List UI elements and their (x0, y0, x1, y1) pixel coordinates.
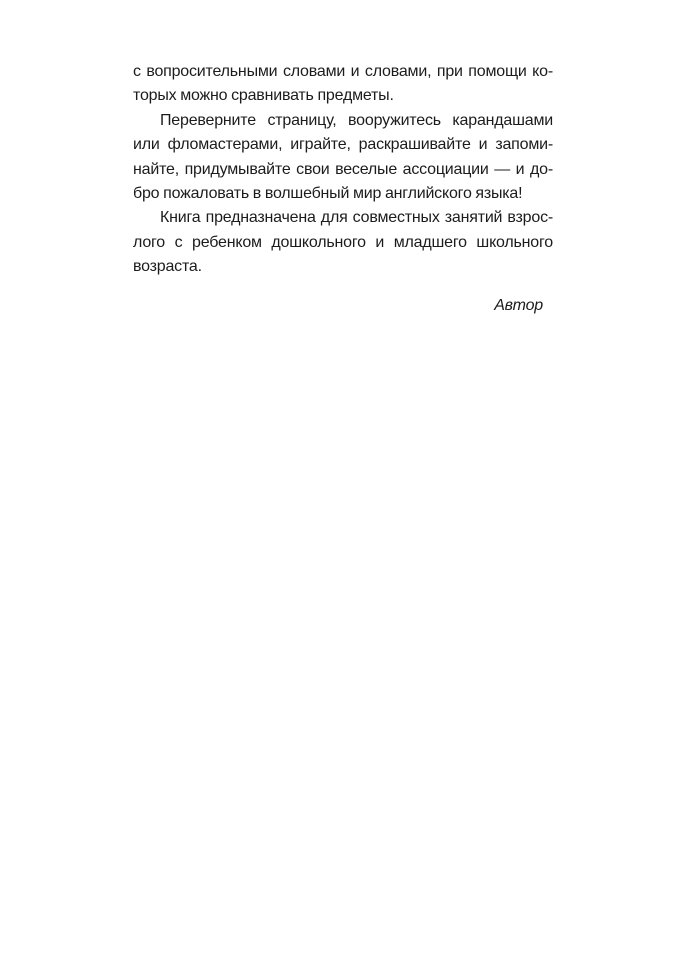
text-line: Книга предназначена для совместных занятий взрос- (160, 209, 553, 227)
text-line: найте, придумывайте свои веселые ассоциации — и до- (133, 160, 553, 178)
text-line: бро пожаловать в волшебный мир английского языка! (133, 184, 523, 202)
text-line: Переверните страницу, вооружитесь карандашами (160, 111, 553, 129)
author-signature: Автор (494, 296, 543, 314)
text-line: лого с ребенком дошкольного и младшего школьного (133, 233, 553, 251)
text-line: с вопросительными словами и словами, при помощи ко- (133, 63, 553, 80)
text-line: торых можно сравнивать предметы. (133, 87, 394, 105)
text-line: или фломастерами, играйте, раскрашивайте и запоми- (133, 136, 553, 154)
text-block (133, 60, 553, 318)
text-line: возраста. (133, 258, 202, 276)
